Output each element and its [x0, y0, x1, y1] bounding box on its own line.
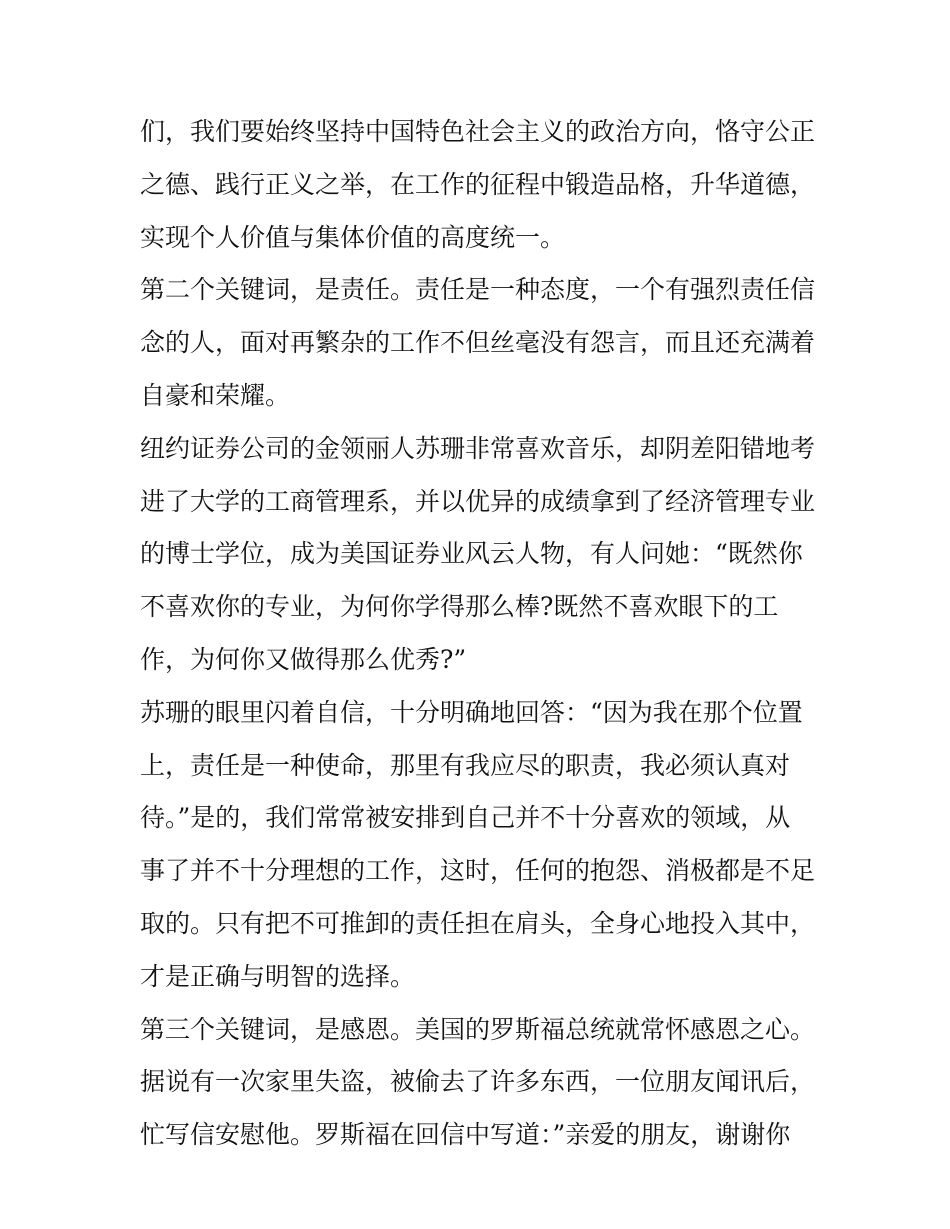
- text-line: 上，责任是一种使命，那里有我应尽的职责，我必须认真对: [140, 750, 791, 780]
- text-line: 纽约证券公司的金领丽人苏珊非常喜欢音乐，却阴差阳错地考: [140, 433, 816, 463]
- text-line: 的博士学位，成为美国证券业风云人物，有人问她：“既然你: [140, 539, 803, 569]
- text-line: 作，为何你又做得那么优秀?”: [140, 644, 467, 674]
- text-line: 事了并不十分理想的工作，这时，任何的抱怨、消极都是不足: [140, 856, 816, 886]
- text-line: 们，我们要始终坚持中国特色社会主义的政治方向，恪守公正: [140, 117, 816, 146]
- text-line: 自豪和荣耀。: [140, 380, 291, 410]
- text-line: 据说有一次家里失盗，被偷去了许多东西，一位朋友闻讯后，: [140, 1067, 816, 1097]
- text-line: 第二个关键词，是责任。责任是一种态度，一个有强烈责任信: [140, 275, 816, 305]
- text-line: 念的人，面对再繁杂的工作不但丝毫没有怨言，而且还充满着: [140, 328, 816, 358]
- text-line: 苏珊的眼里闪着自信，十分明确地回答：“因为我在那个位置: [140, 697, 803, 727]
- text-line: 才是正确与明智的选择。: [140, 961, 416, 991]
- document-text: [140, 106, 820, 1162]
- text-line: 实现个人价值与集体价值的高度统一。: [140, 222, 566, 252]
- text-line: 不喜欢你的专业，为何你学得那么棒?既然不喜欢眼下的工: [140, 592, 779, 622]
- text-line: 取的。只有把不可推卸的责任担在肩头，全身心地投入其中，: [140, 908, 816, 938]
- text-line: 忙写信安慰他。罗斯福在回信中写道：”亲爱的朋友，谢谢你: [140, 1120, 791, 1150]
- text-line: 之德、践行正义之举，在工作的征程中锻造品格，升华道德，: [140, 169, 816, 199]
- text-line: 进了大学的工商管理系，并以优异的成绩拿到了经济管理专业: [140, 486, 816, 516]
- text-line: 待。”是的，我们常常被安排到自己并不十分喜欢的领域，从: [140, 803, 791, 833]
- text-line: 第三个关键词，是感恩。美国的罗斯福总统就常怀感恩之心。: [140, 1014, 816, 1044]
